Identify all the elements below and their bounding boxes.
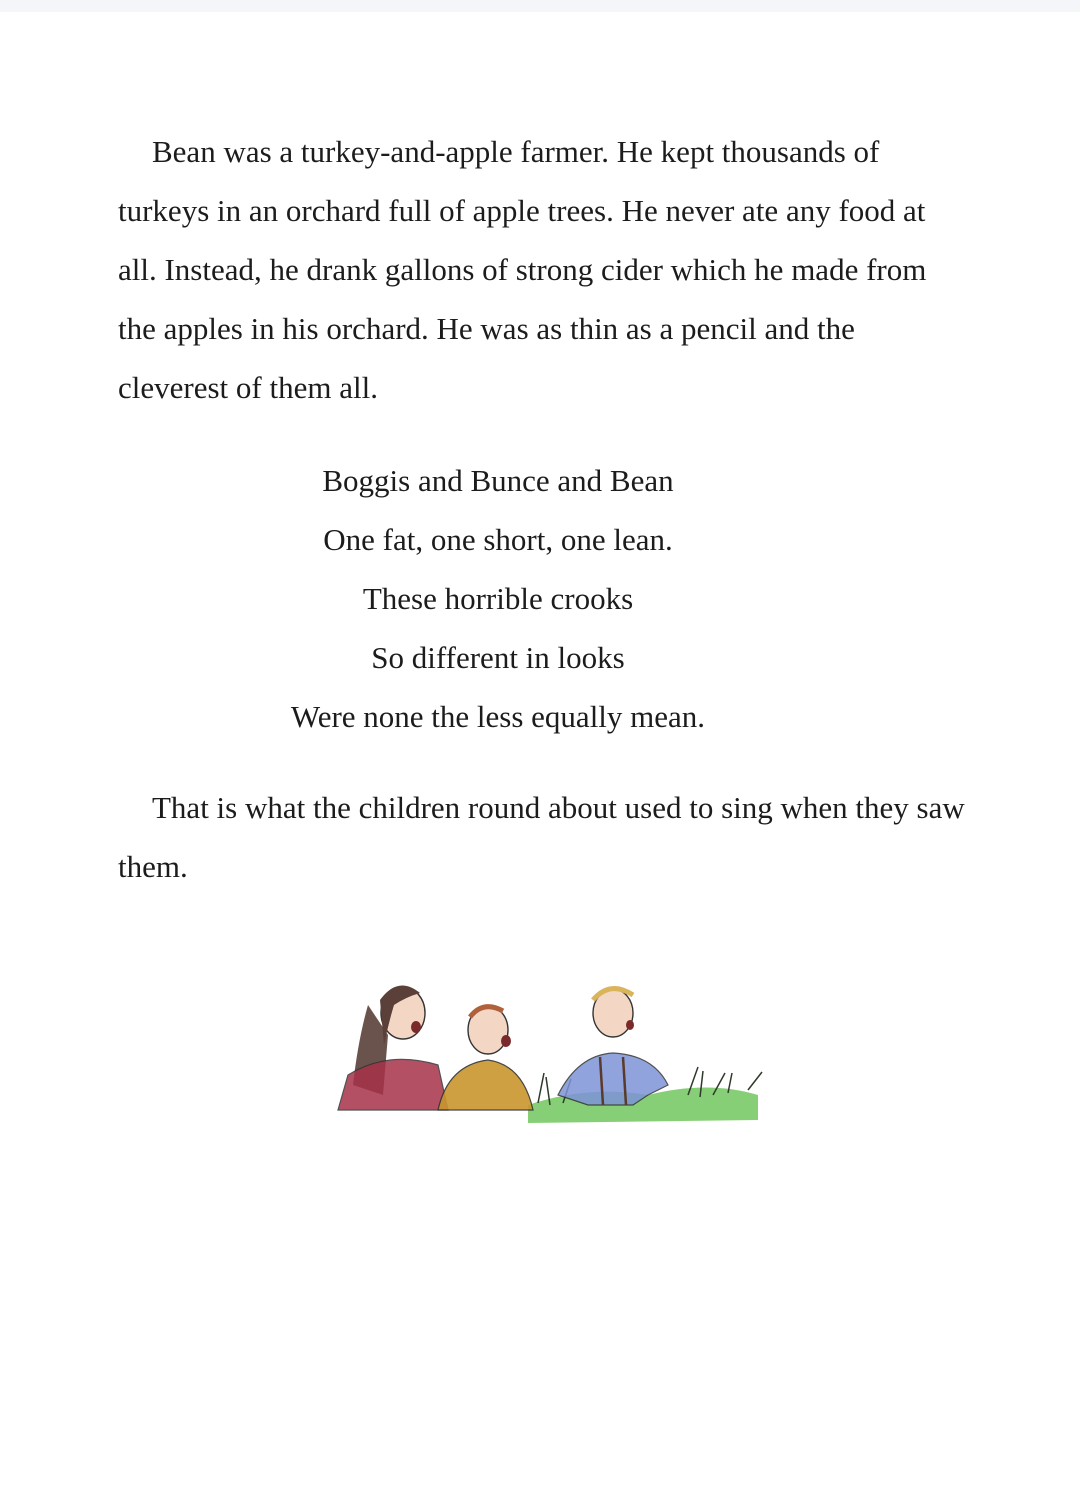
paragraph-children-sing: That is what the children round about used to sing when they saw them. <box>118 790 965 884</box>
verse-line-2: One fat, one short, one lean. <box>323 522 673 557</box>
verse-line-4: So different in looks <box>371 640 625 675</box>
verse-line-5: Were none the less equally mean. <box>290 699 706 734</box>
boy-ochre-figure <box>438 1006 533 1110</box>
verse-line-1: Boggis and Bunce and Bean <box>322 463 674 498</box>
paragraph-bean-description: Bean was a turkey-and-apple farmer. He kept thousands of turkeys in an orchard full of apple trees. He never ate any food at all. Instead, he drank gallons of strong cider which he made from the apples in his orchard. He was as thin as a pencil and the cleverest of them all. <box>118 134 927 405</box>
rhyme-verse <box>73 451 923 746</box>
verse-line-3: These horrible crooks <box>362 581 634 616</box>
girl-figure <box>338 985 448 1110</box>
boy-blue-figure <box>558 989 668 1105</box>
singing-children-illustration <box>288 945 778 1135</box>
top-status-strip <box>0 0 1080 12</box>
book-page <box>118 122 968 896</box>
